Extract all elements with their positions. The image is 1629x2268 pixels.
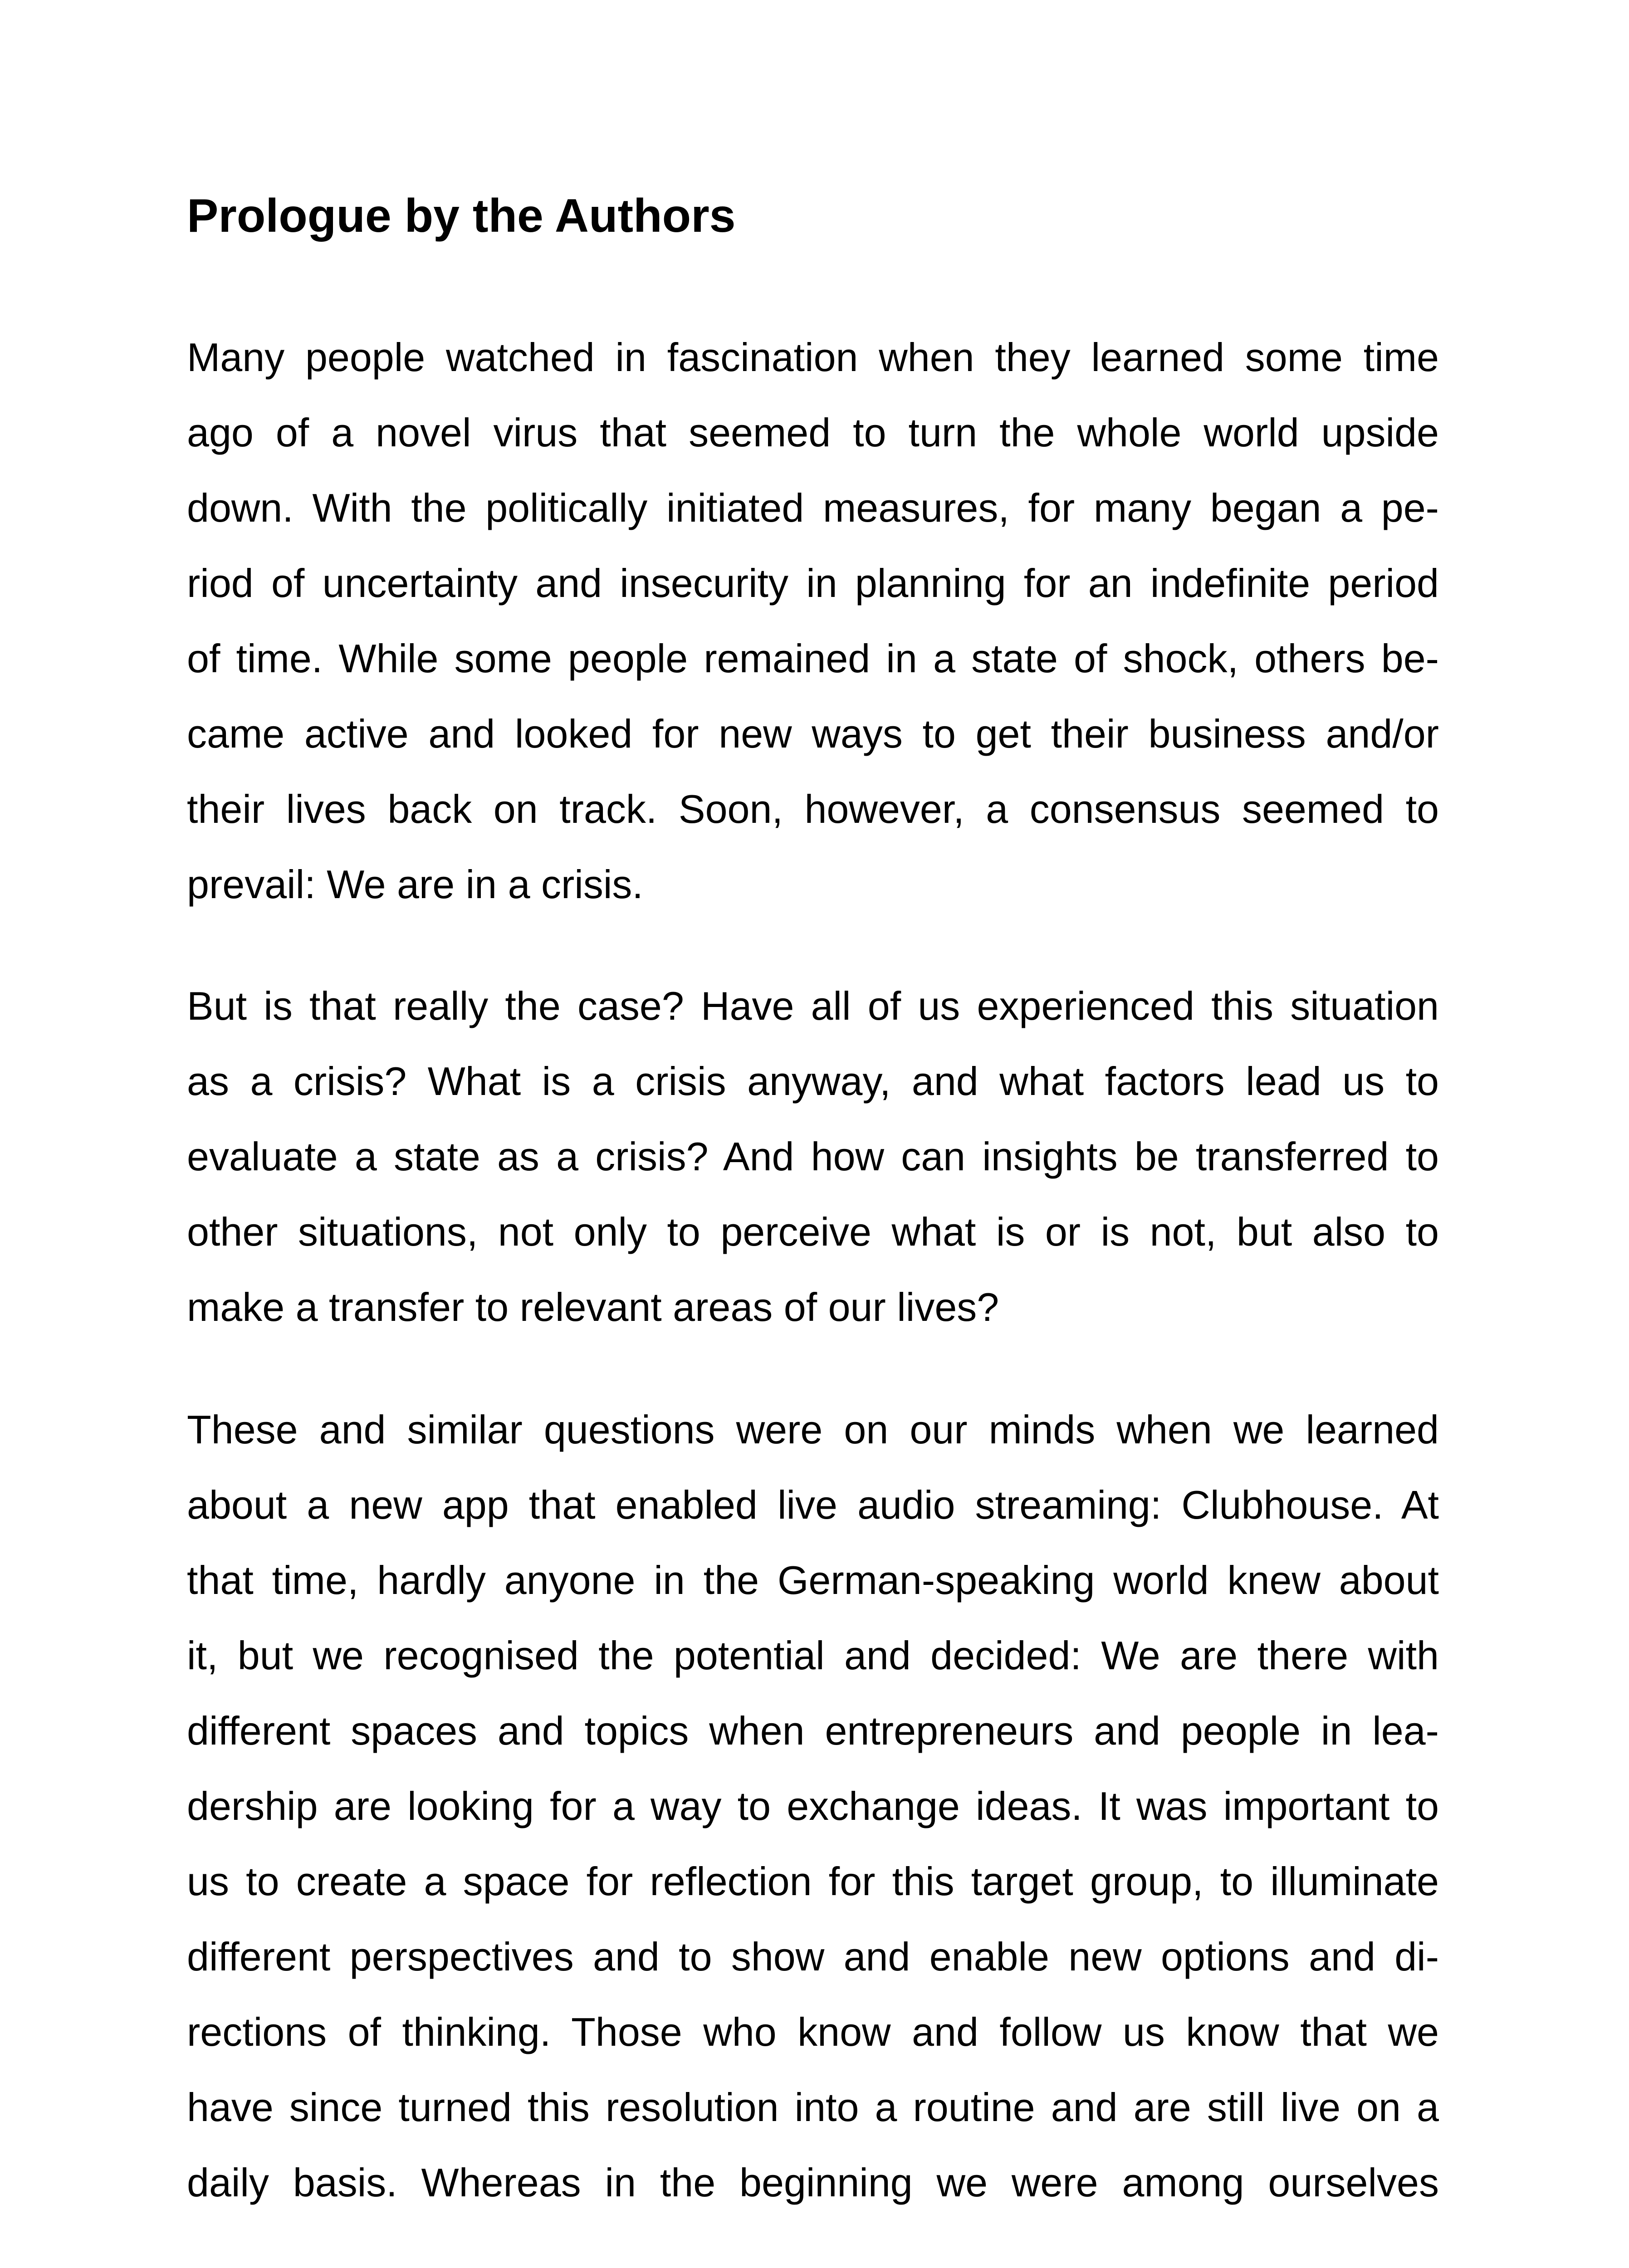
paragraph-3-line-5: different spaces and topics when entrepreneurs and people in lea- xyxy=(187,1708,1439,1753)
paragraph-1-line-1: Many people watched in fascination when they learned some time xyxy=(187,335,1439,380)
paragraph-3-line-11: daily basis. Whereas in the beginning we were among ourselves xyxy=(187,2160,1439,2205)
paragraph-3-line-9: rections of thinking. Those who know and follow us know that we xyxy=(187,2009,1439,2054)
paragraph-3-line-8: different perspectives and to show and enable new options and di- xyxy=(187,1934,1439,1979)
paragraph-1-line-6: came active and looked for new ways to get their business and/or xyxy=(187,711,1439,756)
paragraph-1-line-4: riod of uncertainty and insecurity in planning for an indefinite period xyxy=(187,561,1439,606)
paragraph-3-line-1: These and similar questions were on our minds when we learned xyxy=(187,1407,1439,1452)
paragraph-3-line-2: about a new app that enabled live audio streaming: Clubhouse. At xyxy=(187,1482,1439,1527)
paragraph-3-line-3: that time, hardly anyone in the German-speaking world knew about xyxy=(187,1558,1439,1603)
paragraph-1-line-7: their lives back on track. Soon, however, a consensus seemed to xyxy=(187,787,1439,831)
paragraph-3-line-7: us to create a space for reflection for this target group, to illuminate xyxy=(187,1859,1439,1904)
paragraph-1-line-8: prevail: We are in a crisis. xyxy=(187,862,643,907)
paragraph-2-line-3: evaluate a state as a crisis? And how can insights be transferred to xyxy=(187,1134,1439,1179)
paragraph-2-line-5: make a transfer to relevant areas of our lives? xyxy=(187,1285,999,1330)
paragraph-1-line-2: ago of a novel virus that seemed to turn the whole world upside xyxy=(187,410,1439,455)
paragraph-3-line-4: it, but we recognised the potential and decided: We are there with xyxy=(187,1633,1439,1678)
paragraph-3-line-10: have since turned this resolution into a routine and are still live on a xyxy=(187,2085,1439,2130)
paragraph-1-line-3: down. With the politically initiated measures, for many began a pe- xyxy=(187,485,1439,530)
paragraph-2-line-2: as a crisis? What is a crisis anyway, and what factors lead us to xyxy=(187,1059,1439,1104)
paragraph-2-line-4: other situations, not only to perceive what is or is not, but also to xyxy=(187,1209,1439,1254)
paragraph-1-line-5: of time. While some people remained in a state of shock, others be- xyxy=(187,636,1439,681)
paragraph-3-line-6: dership are looking for a way to exchange ideas. It was important to xyxy=(187,1784,1439,1828)
chapter-heading: Prologue by the Authors xyxy=(187,190,736,242)
paragraph-2-line-1: But is that really the case? Have all of us experienced this situation xyxy=(187,983,1439,1028)
